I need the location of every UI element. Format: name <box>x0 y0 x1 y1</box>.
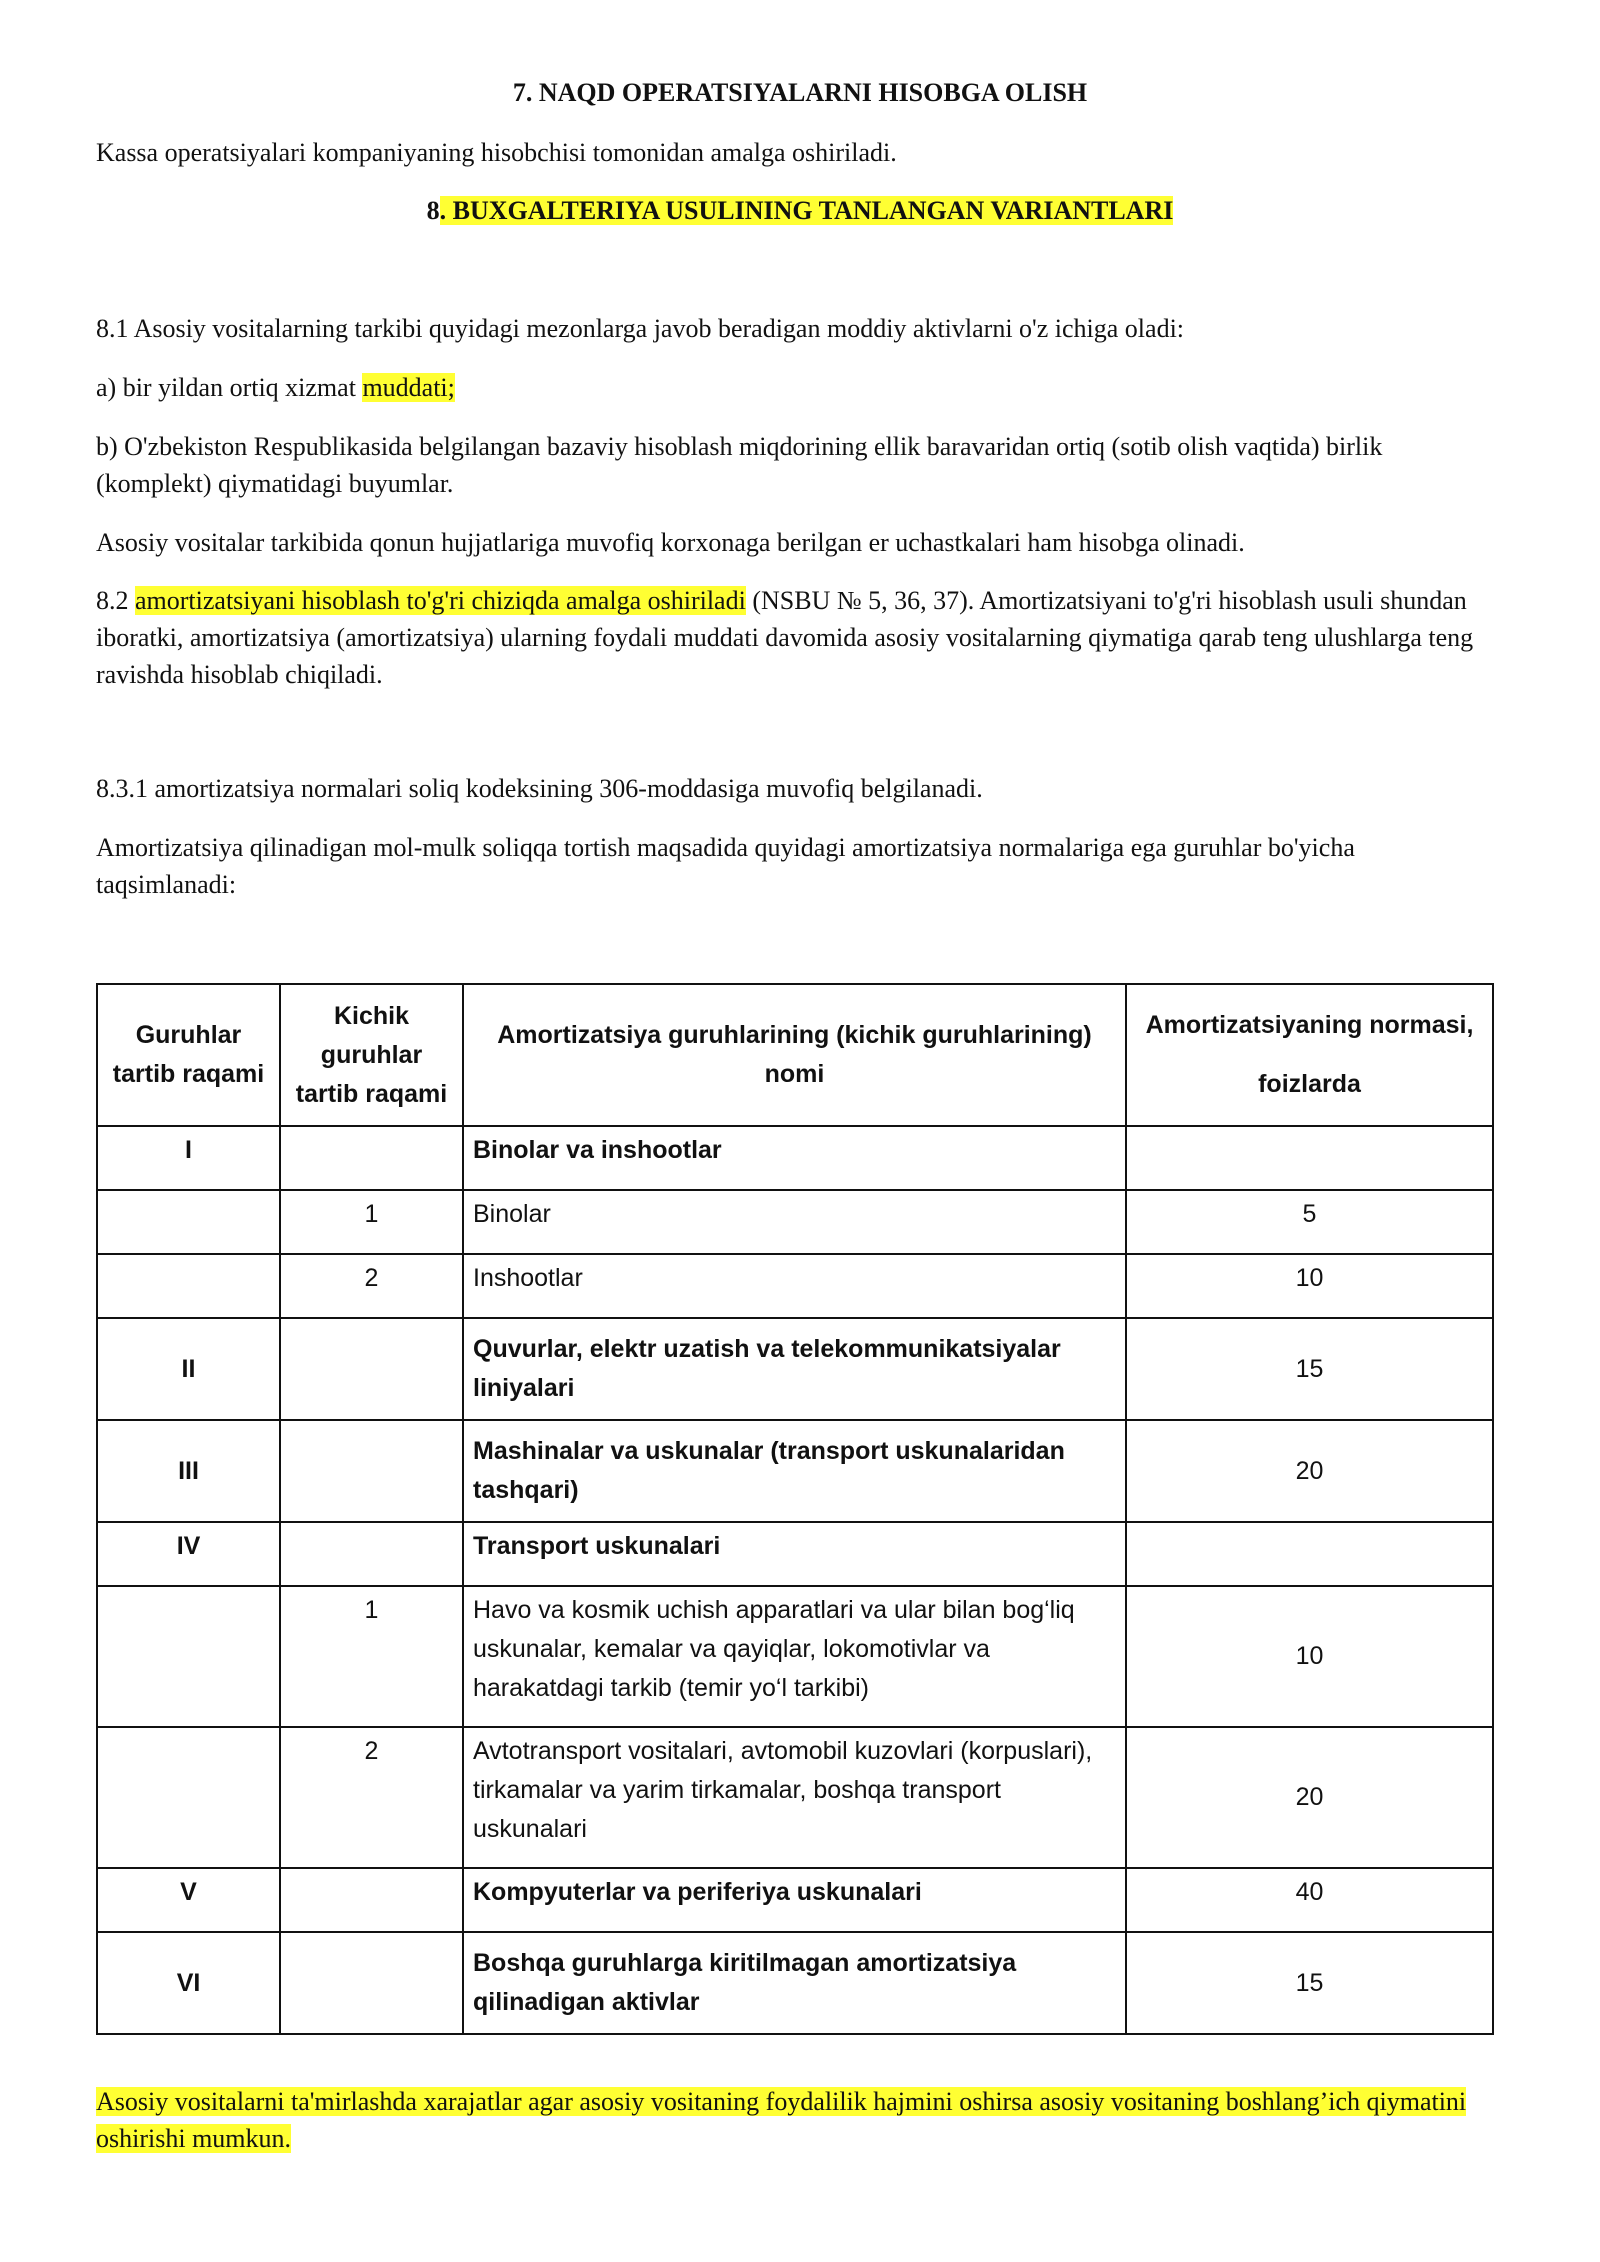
table-row <box>97 1868 1493 1932</box>
row-group: I <box>97 1126 280 1190</box>
row-name: Kompyuterlar va periferiya uskunalari <box>463 1868 1126 1932</box>
footer-note <box>96 2083 1496 2157</box>
row-rate: 5 <box>1126 1190 1493 1254</box>
row-subgroup <box>280 1420 463 1522</box>
table-header-row <box>97 984 1493 1126</box>
row-group: V <box>97 1868 280 1932</box>
footer-note-highlight: Asosiy vositalarni ta'mirlashda xarajatlar agar asosiy vositaning foydalilik hajmini oshirsa asosiy vositaning boshlang’ich qiymatini oshirishi mumkun. <box>96 2087 1467 2153</box>
row-name: Quvurlar, elektr uzatish va telekommunikatsiyalar liniyalari <box>463 1318 1126 1420</box>
table-row <box>97 1932 1493 2034</box>
row-name: Binolar <box>463 1190 1126 1254</box>
row-subgroup <box>280 1868 463 1932</box>
paragraph-land: Asosiy vositalar tarkibida qonun hujjatlariga muvofiq korxonaga berilgan er uchastkalari ham hisobga olinadi. <box>96 528 1245 557</box>
row-rate: 10 <box>1126 1586 1493 1727</box>
row-name: Havo va kosmik uchish apparatlari va ular bilan bog‘liq uskunalar, kemalar va qayiqlar, lokomotivlar va harakatdagi tarkib (temir yo‘l tarkibi) <box>463 1586 1126 1727</box>
table-row <box>97 1126 1493 1190</box>
row-rate: 20 <box>1126 1420 1493 1522</box>
header-rate-line2: foizlarda <box>1258 1070 1361 1098</box>
header-rate-line1: Amortizatsiyaning normasi, <box>1145 1011 1474 1039</box>
row-group <box>97 1727 280 1868</box>
row-name: Avtotransport vositalari, avtomobil kuzovlari (korpuslari), tirkamalar va yarim tirkamalar, boshqa transport uskunalari <box>463 1727 1126 1868</box>
table-row <box>97 1254 1493 1318</box>
row-rate: 10 <box>1126 1254 1493 1318</box>
paragraph-8-2 <box>96 582 1496 693</box>
header-group-number: Guruhlar tartib raqami <box>97 984 280 1126</box>
row-name: Inshootlar <box>463 1254 1126 1318</box>
section-7-title: 7. NAQD OPERATSIYALARNI HISOBGA OLISH <box>512 78 1088 107</box>
row-name: Boshqa guruhlarga kiritilmagan amortizatsiya qilinadigan aktivlar <box>463 1932 1126 2034</box>
header-rate <box>1126 984 1493 1126</box>
table-row <box>97 1420 1493 1522</box>
row-group <box>97 1190 280 1254</box>
header-subgroup-number: Kichik guruhlar tartib raqami <box>280 984 463 1126</box>
row-rate: 15 <box>1126 1318 1493 1420</box>
table-row <box>97 1727 1493 1868</box>
row-group: IV <box>97 1522 280 1586</box>
row-name: Transport uskunalari <box>463 1522 1126 1586</box>
row-subgroup <box>280 1126 463 1190</box>
row-group <box>97 1254 280 1318</box>
row-name: Binolar va inshootlar <box>463 1126 1126 1190</box>
paragraph-a-highlight: muddati; <box>362 373 455 402</box>
row-subgroup <box>280 1318 463 1420</box>
paragraph-groups: Amortizatsiya qilinadigan mol-mulk soliqqa tortish maqsadida quyidagi amortizatsiya normalariga ega guruhlar bo'yicha taqsimlanadi: <box>96 833 1355 899</box>
amortization-table <box>96 983 1494 2035</box>
section-8-number: 8 <box>426 196 440 225</box>
paragraph-a-text: a) bir yildan ortiq xizmat <box>96 373 363 402</box>
header-group-name: Amortizatsiya guruhlarining (kichik guruhlarining) nomi <box>463 984 1126 1126</box>
row-subgroup: 1 <box>280 1190 463 1254</box>
row-rate <box>1126 1126 1493 1190</box>
paragraph-8-3-1: 8.3.1 amortizatsiya normalari soliq kodeksining 306-moddasiga muvofiq belgilanadi. <box>96 774 983 803</box>
row-subgroup: 2 <box>280 1727 463 1868</box>
paragraph-b: b) O'zbekiston Respublikasida belgilangan bazaviy hisoblash miqdorining ellik baravaridan ortiq (sotib olish vaqtida) birlik (komplekt) qiymatidagi buyumlar. <box>96 432 1383 498</box>
row-subgroup <box>280 1932 463 2034</box>
row-subgroup: 2 <box>280 1254 463 1318</box>
section-7-text: Kassa operatsiyalari kompaniyaning hisobchisi tomonidan amalga oshiriladi. <box>96 138 897 167</box>
row-subgroup <box>280 1522 463 1586</box>
row-group <box>97 1586 280 1727</box>
row-group: VI <box>97 1932 280 2034</box>
paragraph-8-2-rest: (NSBU № 5, 36, 37). Amortizatsiyani to'g'ri hisoblash usuli shundan iboratki, amortizatsiya (amortizatsiya) ularning foydali muddati davomida asosiy vositalarning qiymatiga qarab teng ulushlarga teng ravishda hisoblab chiqiladi. <box>96 586 1474 689</box>
section-8-title <box>0 192 1600 229</box>
row-group: II <box>97 1318 280 1420</box>
row-subgroup: 1 <box>280 1586 463 1727</box>
paragraph-8-2-highlight: amortizatsiyani hisoblash to'g'ri chiziqda amalga oshiriladi <box>135 586 746 615</box>
table-row <box>97 1318 1493 1420</box>
section-8-title-highlight: . BUXGALTERIYA USULINING TANLANGAN VARIANTLARI <box>439 196 1174 225</box>
paragraph-8-1: 8.1 Asosiy vositalarning tarkibi quyidagi mezonlarga javob beradigan moddiy aktivlarni o'z ichiga oladi: <box>96 314 1185 343</box>
row-rate: 20 <box>1126 1727 1493 1868</box>
row-rate <box>1126 1522 1493 1586</box>
table-row <box>97 1190 1493 1254</box>
row-name: Mashinalar va uskunalar (transport uskunalaridan tashqari) <box>463 1420 1126 1522</box>
table-row <box>97 1522 1493 1586</box>
row-group: III <box>97 1420 280 1522</box>
paragraph-a <box>96 369 1496 406</box>
row-rate: 40 <box>1126 1868 1493 1932</box>
table-row <box>97 1586 1493 1727</box>
paragraph-8-2-prefix: 8.2 <box>96 586 135 615</box>
row-rate: 15 <box>1126 1932 1493 2034</box>
